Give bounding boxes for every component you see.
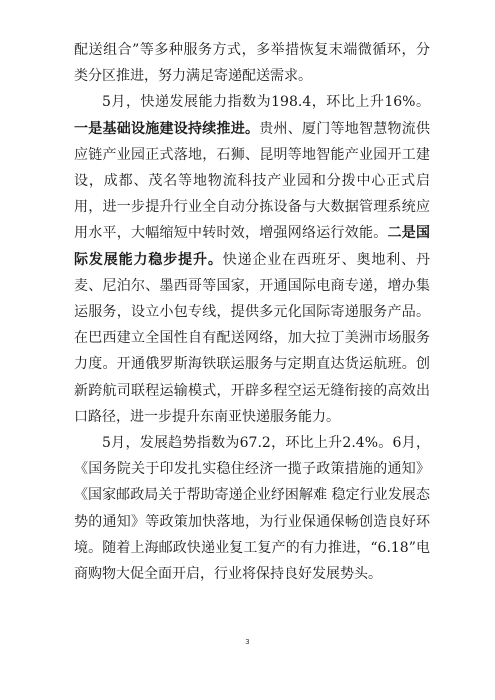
paragraph-continuation bbox=[74, 37, 430, 89]
paragraph-text: 贵州、厦门等地智慧物流供应链产业园正式落地，石狮、昆明等地智能产业园开工建设，成都、茂名等地物流科技产业园和分拨中心正式启用，进一步提升行业全自动分拣设备与大数据管理系统应用水平，大幅缩短中转时效，增强网络运行效能。 bbox=[74, 120, 430, 242]
paragraph-text: 5月，发展趋势指数为67.2，环比上升2.4%。6月，《国务院关于印发扎实稳住经济一揽子政策措施的通知》《国家邮政局关于帮助寄递企业纾困解难 稳定行业发展态势的通知》等政策加快落地，为行业保通保畅创造良好环境。随着上海邮政快递业复工复产的有力推进，“6.18”电商购物大促全面开启，行业将保持良好发展势头。 bbox=[74, 435, 430, 583]
page-number: 3 bbox=[245, 638, 250, 646]
paragraph-text: 快递企业在西班牙、奥地利、丹麦、尼泊尔、墨西哥等国家，开通国际电商专递，增办集运服务，设立小包专线，提供多元化国际寄递服务产品。在巴西建立全国性自有配送网络，加大拉丁美洲市场服务力度。开通俄罗斯海铁联运服务与定期直达货运航班。创新跨航司联程运输模式，开辟多程空运无缝衔接的高效出口路径，进一步提升东南亚快递服务能力。 bbox=[74, 251, 431, 425]
paragraph-text: 配送组合”等多种服务方式，多举措恢复末端微循环，分类分区推进，努力满足寄递配送需求。 bbox=[74, 42, 430, 85]
paragraph-delivery-capacity bbox=[74, 89, 430, 430]
bold-heading-international: 二是国际发展能力稳步提升。 bbox=[74, 225, 430, 268]
paragraph-development-trend bbox=[74, 430, 430, 587]
paragraph-text: 5月，快递发展能力指数为198.4，环比上升16%。 bbox=[102, 94, 430, 111]
bold-heading-infrastructure: 一是基础设施建设持续推进。 bbox=[74, 120, 260, 137]
document-body bbox=[74, 37, 430, 587]
